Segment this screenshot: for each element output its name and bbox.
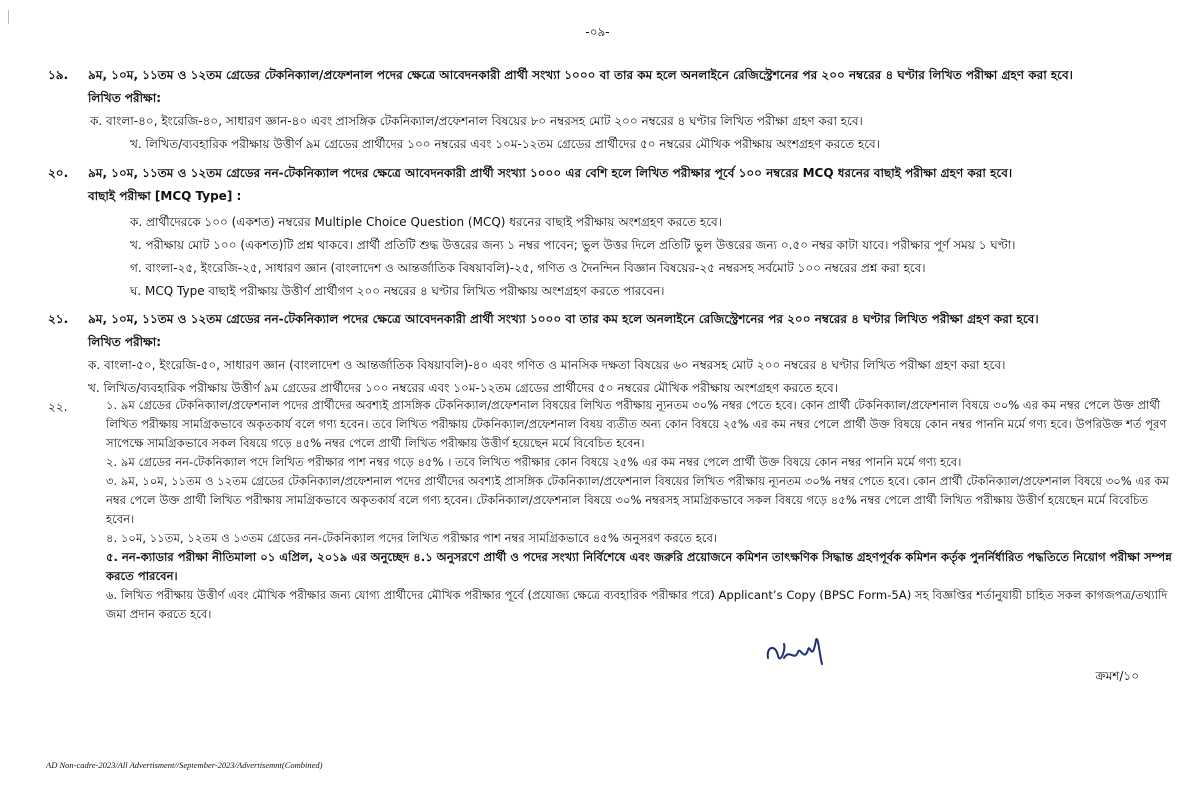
section-19 (40, 64, 1175, 156)
section-20 (40, 162, 1175, 303)
section-22-item-1 (40, 396, 1175, 453)
section-21-subheading: লিখিত পরীক্ষা: (88, 335, 162, 349)
item-text: ৫. নন-ক্যাডার পরীক্ষা নীতিমালা ০১ এপ্রিল, ২০১৯ এর অনুচ্ছেদ ৪.১ অনুসরণে প্রার্থী ও পদের সংখ্যা নির্বিশেষে এবং জরুরি প্রয়োজনে কমিশন তাৎক্ষণিক সিদ্ধান্ত গ্রহণপূর্বক কমিশন কর্তৃক পুনর্নির্ধারিত পদ্ধতিতে নিয়োগ পরীক্ষা সম্পন্ন করতে পারবেন। (106, 550, 1172, 583)
section-20-item-d: ঘ. MCQ Type বাছাই পরীক্ষায় উত্তীর্ণ প্রার্থীগণ ২০০ নম্বরের ৪ ঘণ্টার লিখিত পরীক্ষায় অংশগ্রহণ করতে পারবেন। (130, 284, 665, 298)
section-22-item-6 (40, 586, 1175, 624)
section-20-heading (40, 162, 1175, 185)
signature-image (760, 628, 830, 672)
section-20-item-b: খ. পরীক্ষায় মোট ১০০ (একশত)টি প্রশ্ন থাকবে। প্রার্থী প্রতিটি শুদ্ধ উত্তরের জন্য ১ নম্বর পাবেন; ভুল উত্তর দিলে প্রতিটি ভুল উত্তরের জন্য ০.৫০ নম্বর কাটা যাবে। পরীক্ষার পূর্ণ সময় ১ ঘণ্টা। (130, 238, 1016, 252)
continued-label: ক্রমশ/১০ (1095, 669, 1139, 683)
scan-mark (8, 10, 9, 24)
section-number: ২১. (48, 312, 69, 326)
page-number: -০৯- (585, 25, 610, 39)
section-20-item-a: ক. প্রার্থীদেরকে ১০০ (একশত) নম্বরের Multiple Choice Question (MCQ) ধরনের বাছাই পরীক্ষায় অংশগ্রহণ করতে হবে। (130, 215, 722, 229)
item-text: ৬. লিখিত পরীক্ষায় উত্তীর্ণ এবং মৌখিক পরীক্ষার জন্য যোগ্য প্রার্থীদের মৌখিক পরীক্ষার পূর্বে (প্রযোজ্য ক্ষেত্রে ব্যবহারিক পরীক্ষার পরে) Applicant’s Copy (BPSC Form-5A) সহ বিজ্ঞপ্তির শর্তানুযায়ী চাহিত সকল কাগজপত্র/তথ্যাদি জমা প্রদান করতে হবে। (106, 588, 1168, 621)
section-20-subheading: বাছাই পরীক্ষা [MCQ Type] : (88, 189, 242, 203)
section-19-item-a: ক. বাংলা-৪০, ইংরেজি-৪০, সাধারণ জ্ঞান-৪০ এবং প্রাসঙ্গিক টেকনিক্যাল/প্রফেশনাল বিষয়ের ৮০ নম্বরসহ মোট ২০০ নম্বরের ৪ ঘণ্টার লিখিত পরীক্ষা গ্রহণ করা হবে। (90, 114, 863, 128)
section-21-item-b: খ. লিখিত/ব্যবহারিক পরীক্ষায় উত্তীর্ণ ৯ম গ্রেডের প্রার্থীদের ১০০ নম্বরের এবং ১০ম-১২তম গ্রেডের প্রার্থীদের ৫০ নম্বরের মৌখিক পরীক্ষায় অংশগ্রহণ করতে হবে। (88, 381, 838, 395)
section-21 (40, 308, 1175, 400)
section-19-subheading: লিখিত পরীক্ষা: (88, 91, 162, 105)
section-22 (40, 396, 1175, 624)
item-text: ৪. ১০ম, ১১তম, ১২তম ও ১৩তম গ্রেডের নন-টেকনিক্যাল পদের লিখিত পরীক্ষার পাশ নম্বর সামগ্রিকভাবে ৪৫% অনুসরণ করতে হবে। (106, 531, 718, 545)
section-19-item-b: খ. লিখিত/ব্যবহারিক পরীক্ষায় উত্তীর্ণ ৯ম গ্রেডের প্রার্থীদের ১০০ নম্বরের এবং ১০ম-১২তম গ্রেডের প্রার্থীদের ৫০ নম্বরের মৌখিক পরীক্ষায় অংশগ্রহণ করতে হবে। (130, 137, 880, 151)
item-text: ৩. ৯ম, ১০ম, ১১তম ও ১২তম গ্রেডের টেকনিক্যাল/প্রফেশনাল পদের প্রার্থীদের অবশ্যই প্রাসঙ্গিক টেকনিক্যাল/প্রফেশনাল বিষয়ের লিখিত পরীক্ষায় ন্যূনতম ৩০% নম্বর পেতে হবে। কোন প্রার্থী টেকনিক্যাল/প্রফেশনাল বিষয়ে ৩০% এর কম নম্বর পেলে উক্ত প্রার্থী লিখিত পরীক্ষায় সামগ্রিকভাবে অকৃতকার্য বলে গণ্য হবেন। টেকনিক্যাল/প্রফেশনাল বিষয়ে ৩০% নম্বরসহ সামগ্রিকভাবে সকল বিষয়ে গড়ে ৪৫% নম্বর পেলে প্রার্থী লিখিত পরীক্ষায় উত্তীর্ণ হয়েছেন মর্মে বিবেচিত হবেন। (106, 474, 1169, 526)
section-22-item-5 (40, 548, 1175, 586)
section-number: ২০. (48, 166, 69, 180)
section-number: ১৯. (48, 68, 69, 82)
section-22-item-3 (40, 472, 1175, 529)
footer-reference: AD Non-cadre-2023/All Advertisment//September-2023/Advertisemnt(Combined) (46, 760, 323, 770)
heading-text: ৯ম, ১০ম, ১১তম ও ১২তম গ্রেডের নন-টেকনিক্যাল পদের ক্ষেত্রে আবেদনকারী প্রার্থী সংখ্যা ১০০০ বা তার কম হলে অনলাইনে রেজিস্ট্রেশনের পর ২০০ নম্বরের ৪ ঘণ্টার লিখিত পরীক্ষা গ্রহণ করা হবে। (88, 312, 1039, 326)
section-22-item-4 (40, 529, 1175, 548)
section-22-item-2 (40, 453, 1175, 472)
heading-text: ৯ম, ১০ম, ১১তম ও ১২তম গ্রেডের নন-টেকনিক্যাল পদের ক্ষেত্রে আবেদনকারী প্রার্থী সংখ্যা ১০০০ এর বেশি হলে লিখিত পরীক্ষার পূর্বে ১০০ নম্বরের MCQ ধরনের বাছাই পরীক্ষা গ্রহণ করা হবে। (88, 166, 1013, 180)
section-number: ২২. (48, 400, 68, 414)
section-19-heading (40, 64, 1175, 87)
section-21-item-a: ক. বাংলা-৫০, ইংরেজি-৫০, সাধারণ জ্ঞান (বাংলাদেশ ও আন্তর্জাতিক বিষয়াবলি)-৪০ এবং গণিত ও মানসিক দক্ষতা বিষয়ের ৬০ নম্বরসহ মোট ২০০ নম্বরের ৪ ঘণ্টার লিখিত পরীক্ষা গ্রহণ করা হবে। (88, 358, 1006, 372)
item-text: ২. ৯ম গ্রেডের নন-টেকনিক্যাল পদে লিখিত পরীক্ষার পাশ নম্বর গড়ে ৪৫% । তবে লিখিত পরীক্ষার কোন বিষয়ে ২৫% এর কম নম্বর পেলে প্রার্থী উক্ত বিষয়ে কোন নম্বর পাননি মর্মে গণ্য হবে। (106, 455, 962, 469)
heading-text: ৯ম, ১০ম, ১১তম ও ১২তম গ্রেডের টেকনিক্যাল/প্রফেশনাল পদের ক্ষেত্রে আবেদনকারী প্রার্থী সংখ্যা ১০০০ বা তার কম হলে অনলাইনে রেজিস্ট্রেশনের পর ২০০ নম্বরের ৪ ঘণ্টার লিখিত পরীক্ষা গ্রহণ করা হবে। (88, 68, 1073, 82)
item-text: ১. ৯ম গ্রেডের টেকনিক্যাল/প্রফেশনাল পদের প্রার্থীদের অবশ্যই প্রাসঙ্গিক টেকনিক্যাল/প্রফেশনাল বিষয়ের লিখিত পরীক্ষায় ন্যূনতম ৩০% নম্বর পেতে হবে। কোন প্রার্থী টেকনিক্যাল/প্রফেশনাল বিষয়ে ৩০% এর কম নম্বর পেলে উক্ত প্রার্থী লিখিত পরীক্ষায় সামগ্রিকভাবে অকৃতকার্য বলে গণ্য হবেন। তবে লিখিত পরীক্ষায় টেকনিক্যাল/প্রফেশনাল বিষয় ব্যতীত অন্য কোন বিষয়ে ২৫% এর কম নম্বর পেলে প্রার্থী উক্ত বিষয়ে কোন নম্বর পাননি মর্মে গণ্য হবে। উপরিউক্ত শর্ত পূরণ সাপেক্ষে সামগ্রিকভাবে সকল বিষয়ে গড়ে ৪৫% নম্বর পেলে প্রার্থী লিখিত পরীক্ষায় উত্তীর্ণ হয়েছেন মর্মে বিবেচিত হবেন। (106, 398, 1167, 450)
section-21-heading (40, 308, 1175, 331)
section-20-item-c: গ. বাংলা-২৫, ইংরেজি-২৫, সাধারণ জ্ঞান (বাংলাদেশ ও আন্তর্জাতিক বিষয়াবলি)-২৫, গণিত ও দৈনন্দিন বিজ্ঞান বিষয়ের-২৫ নম্বরসহ সর্বমোট ১০০ নম্বরের প্রশ্ন করা হবে। (130, 261, 926, 275)
